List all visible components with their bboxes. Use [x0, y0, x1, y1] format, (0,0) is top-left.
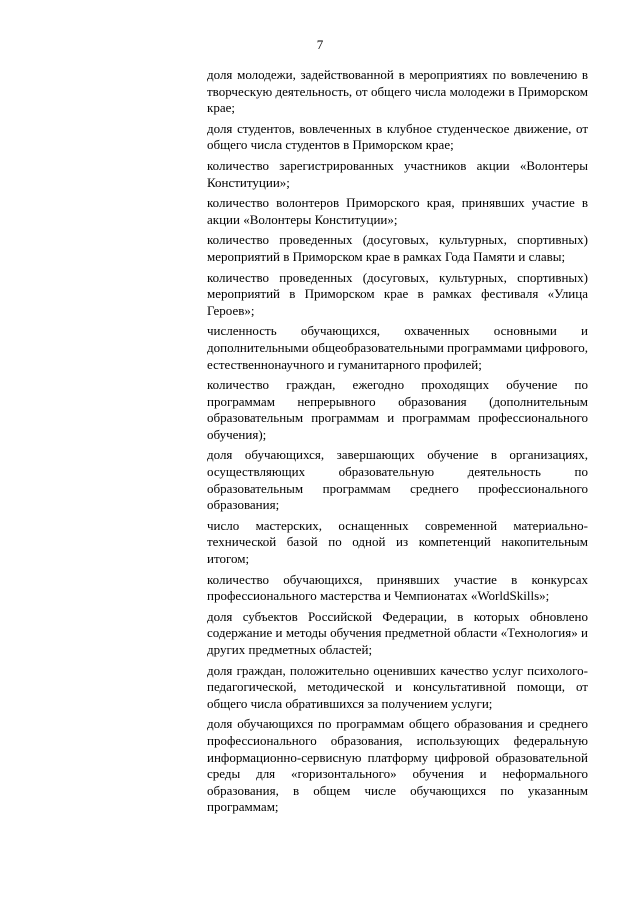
indicator-item: доля обучающихся по программам общего образования и среднего профессионального образования, использующих федеральную информационно-сервисную платформу цифровой образовательной среды для «горизонтального» обучения и неформального образования, в общем числе обучающихся по указанным программам; — [207, 716, 588, 815]
indicator-item: количество граждан, ежегодно проходящих обучение по программам непрерывного образования (дополнительным образовательным программам и программам профессионального обучения); — [207, 377, 588, 442]
indicator-item: доля молодежи, задействованной в мероприятиях по вовлечению в творческую деятельность, от общего числа молодежи в Приморском крае; — [207, 67, 588, 116]
indicator-item: доля студентов, вовлеченных в клубное студенческое движение, от общего числа студентов в Приморском крае; — [207, 120, 588, 153]
indicator-item: численность обучающихся, охваченных основными и дополнительными общеобразовательными программами цифрового, естественнонаучного и гуманитарного профилей; — [207, 323, 588, 372]
indicator-item: количество проведенных (досуговых, культурных, спортивных) мероприятий в Приморском крае в рамках Года Памяти и славы; — [207, 232, 588, 264]
indicator-item: количество зарегистрированных участников акции «Волонтеры Конституции»; — [207, 157, 588, 190]
indicator-item: количество волонтеров Приморского края, принявших участие в акции «Волонтеры Конституции»; — [207, 195, 588, 227]
indicator-item: доля граждан, положительно оценивших качество услуг психолого-педагогической, методической и консультативной помощи, от общего числа обратившихся за получением услуги; — [207, 662, 588, 711]
document-body — [207, 67, 588, 820]
page-number: 7 — [316, 37, 324, 52]
indicator-item: количество проведенных (досуговых, культурных, спортивных) мероприятий в Приморском крае в рамках фестиваля «Улица Героев»; — [207, 269, 588, 318]
indicator-item: количество обучающихся, принявших участие в конкурсах профессионального мастерства и Чемпионатах «WorldSkills»; — [207, 571, 588, 604]
indicator-item: число мастерских, оснащенных современной материально-технической базой по одной из компетенций накопительным итогом; — [207, 517, 588, 567]
indicator-item: доля обучающихся, завершающих обучение в организациях, осуществляющих образовательную деятельность по образовательным программам среднего профессионального образования; — [207, 447, 588, 513]
indicator-item: доля субъектов Российской Федерации, в которых обновлено содержание и методы обучения предметной области «Технология» и других предметных областей; — [207, 608, 588, 657]
